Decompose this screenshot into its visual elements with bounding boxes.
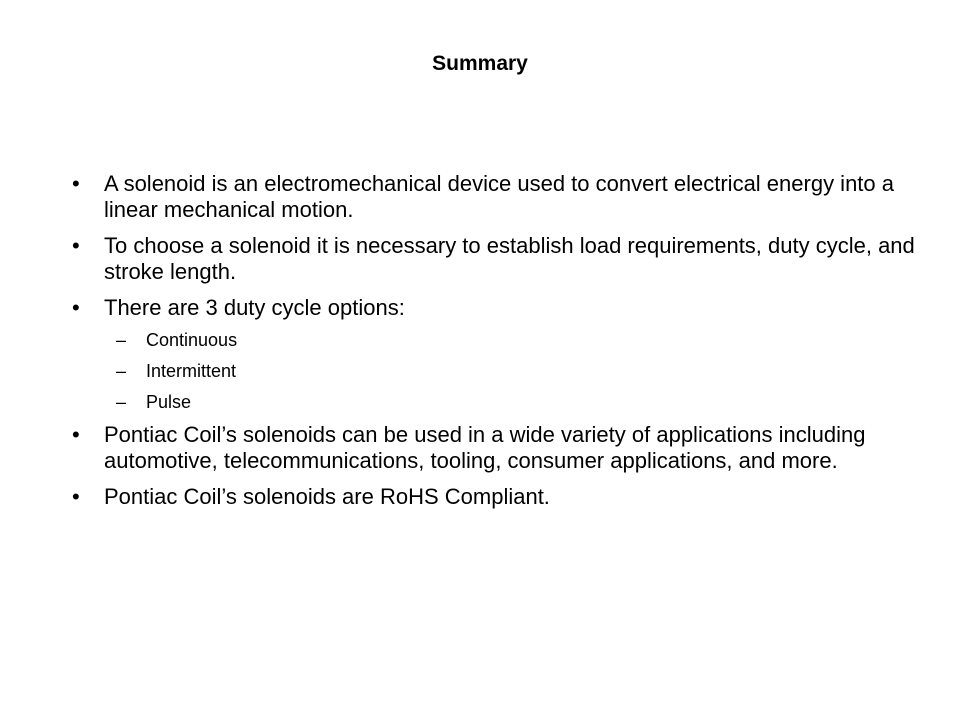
bullet-text: There are 3 duty cycle options: bbox=[104, 295, 405, 320]
bullet-item bbox=[72, 422, 932, 474]
bullet-text: Pontiac Coil’s solenoids are RoHS Compliant. bbox=[104, 484, 550, 509]
slide-title: Summary bbox=[432, 52, 528, 75]
duty-cycle-sub-list bbox=[72, 329, 932, 413]
bullet-item bbox=[72, 233, 932, 285]
bullet-item bbox=[72, 171, 932, 223]
bullet-item bbox=[72, 295, 932, 413]
sub-bullet-item: – Intermittent bbox=[72, 360, 932, 382]
bullet-list bbox=[72, 171, 932, 520]
bullet-text: A solenoid is an electromechanical device used to convert electrical energy into a linear mechanical motion. bbox=[104, 171, 895, 222]
sub-bullet-item: – Pulse bbox=[72, 391, 932, 413]
bullet-text: Pontiac Coil’s solenoids can be used in a wide variety of applications including automotive, telecommunications, tooling, consumer applications, and more. bbox=[104, 422, 866, 473]
sub-bullet-item: – Continuous bbox=[72, 329, 932, 351]
bullet-text: To choose a solenoid it is necessary to establish load requirements, duty cycle, and stroke length. bbox=[104, 233, 915, 284]
bullet-item bbox=[72, 484, 932, 510]
